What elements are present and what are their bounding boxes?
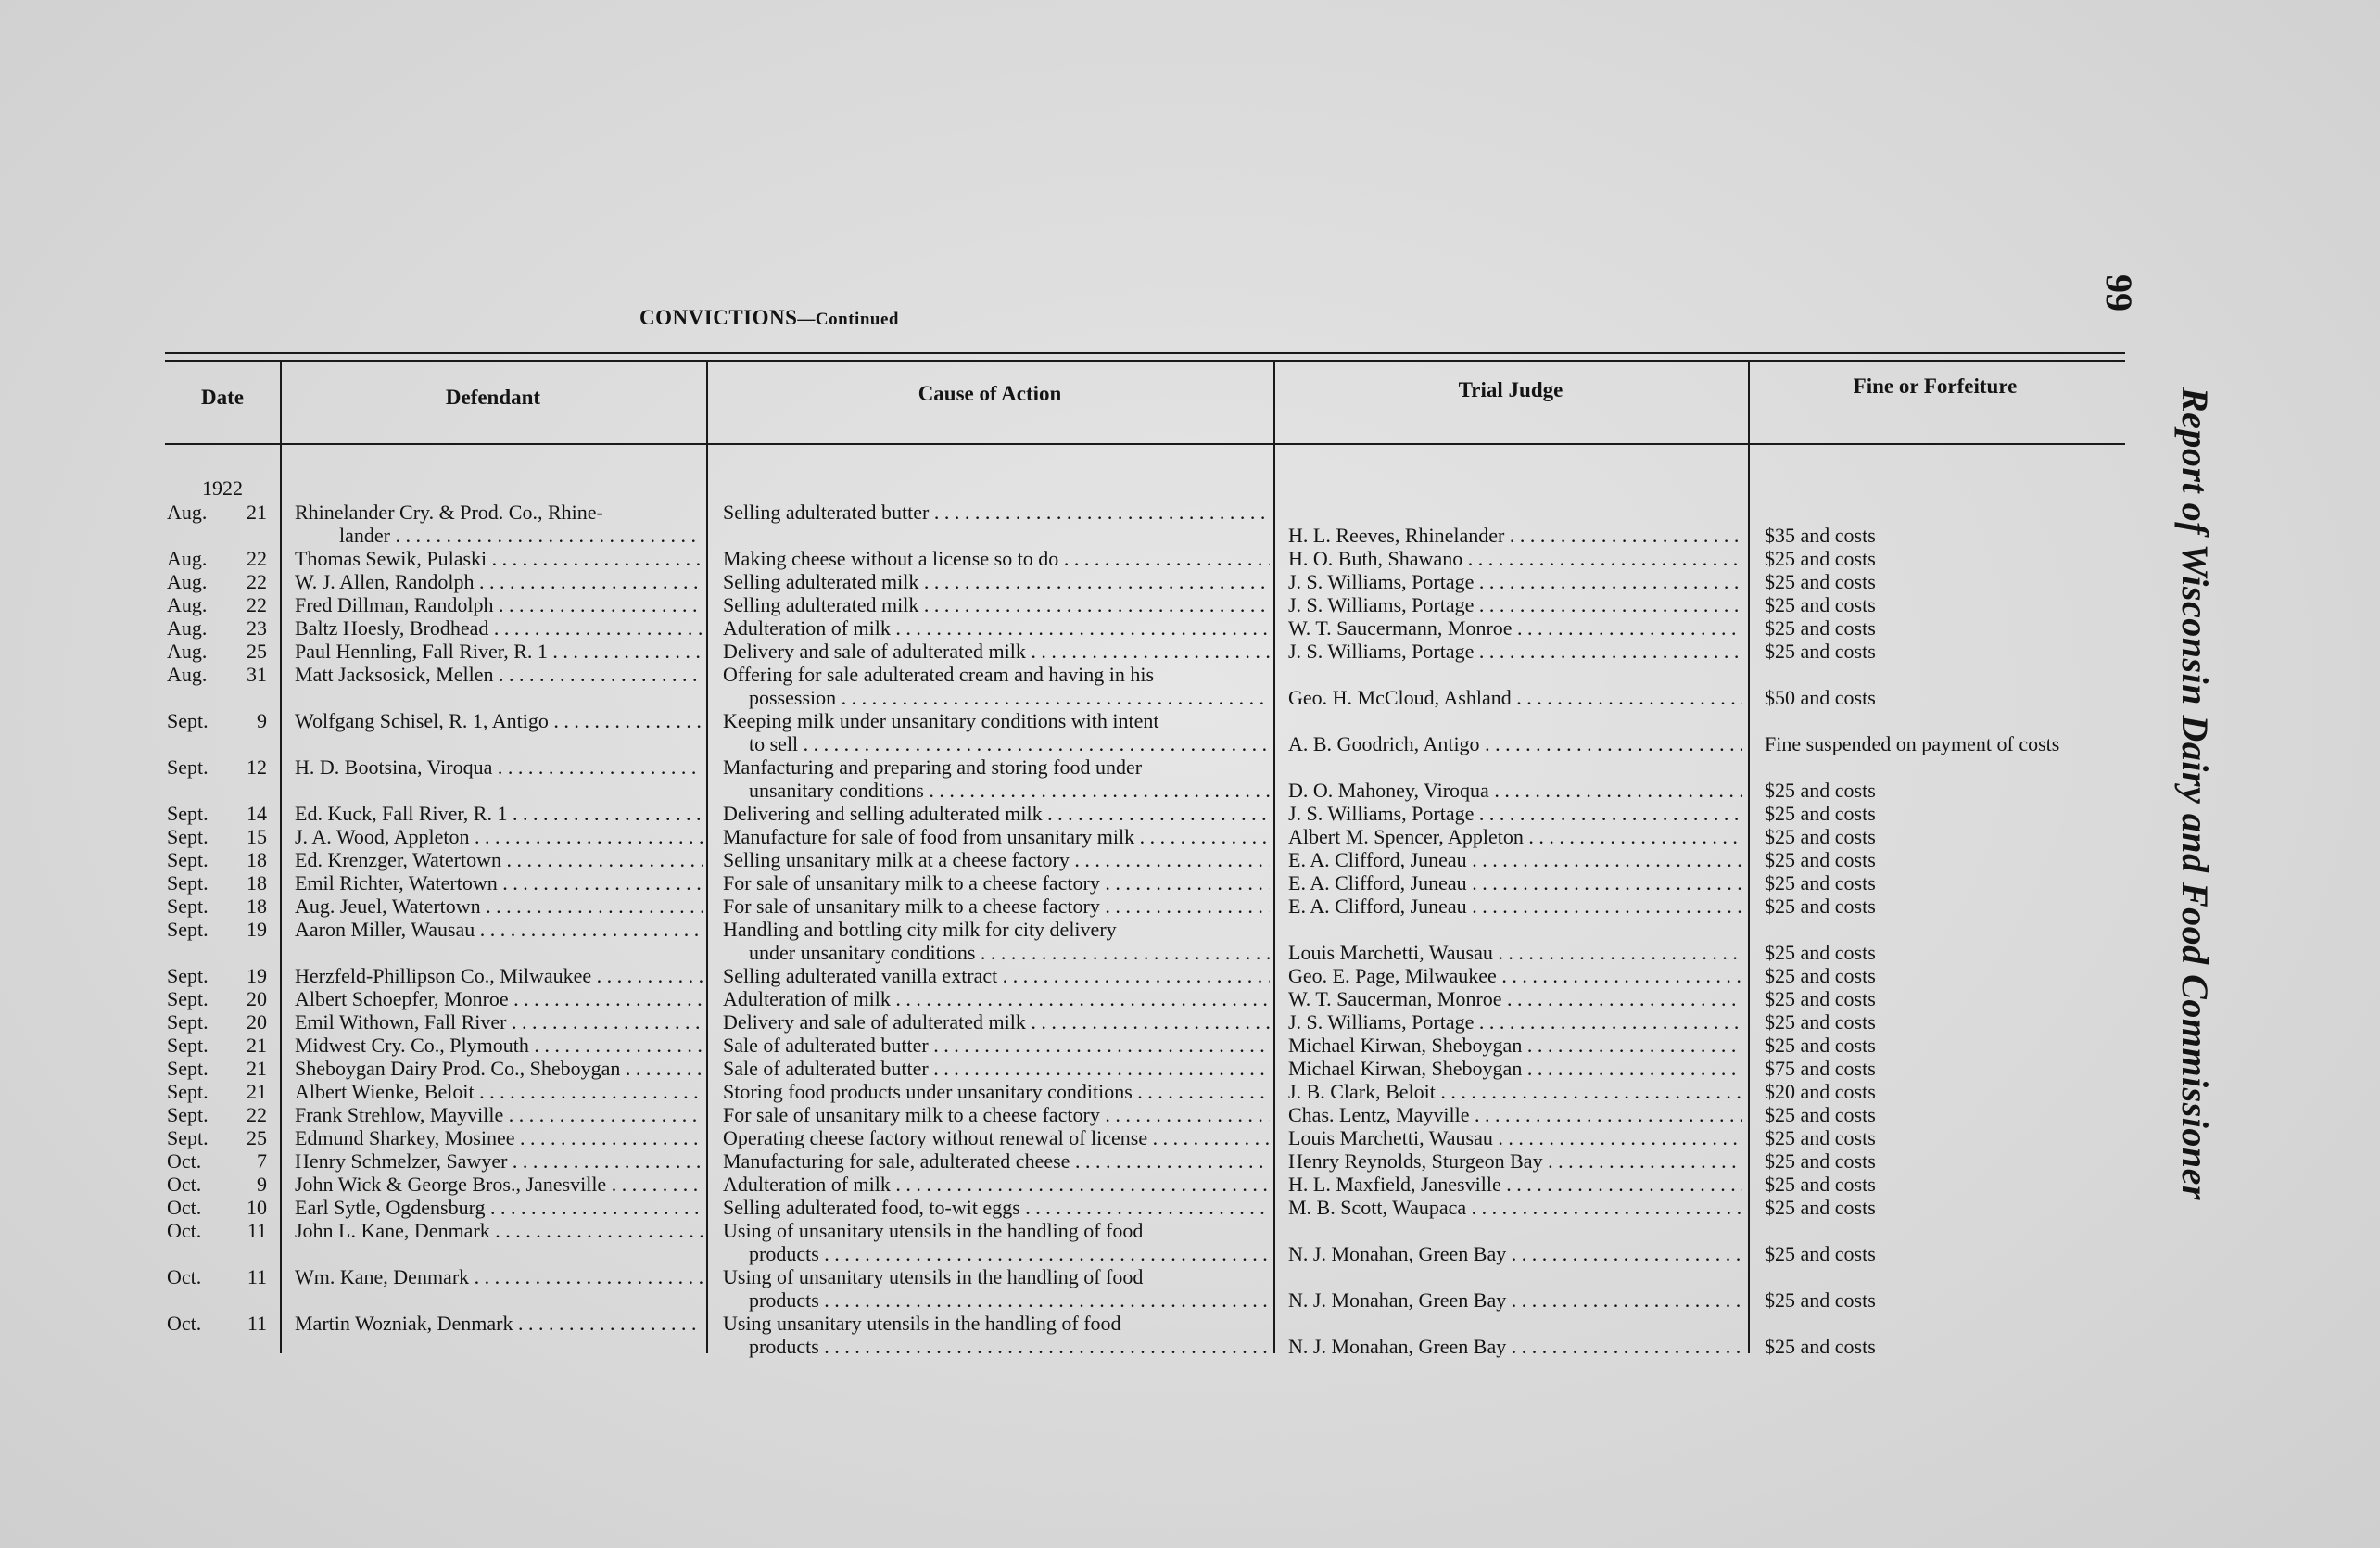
fine-amount: $25 and costs (1765, 1010, 1876, 1034)
cause-text: Using of unsanitary utensils in the handling of food (723, 1219, 1144, 1242)
defendant-text: H. D. Bootsina, Viroqua . . . (295, 755, 703, 779)
fine-amount: $20 and costs (1765, 1080, 1876, 1103)
cause-text: Manfacturing and preparing and storing food under (723, 755, 1143, 779)
column-divider-2 (706, 360, 708, 1353)
trial-judge: Henry Reynolds, Sturgeon Bay . . . (1288, 1149, 1742, 1173)
defendant-text: Edmund Sharkey, Mosinee . . . (295, 1126, 703, 1149)
fine-amount: Fine suspended on payment of costs (1765, 732, 2060, 755)
column-divider-4 (1748, 360, 1750, 1353)
fine-amount: $35 and costs (1765, 524, 1876, 547)
cause-text: Operating cheese factory without renewal of license . . . (723, 1126, 1270, 1149)
row-day: 22 (247, 570, 267, 593)
defendant-text: Wolfgang Schisel, R. 1, Antigo . . . (295, 709, 703, 732)
cause-text: Selling unsanitary milk at a cheese factory . . . (723, 848, 1270, 871)
trial-judge: Geo. H. McCloud, Ashland . . . (1288, 686, 1742, 709)
trial-judge: J. B. Clark, Beloit . . . (1288, 1080, 1742, 1103)
defendant-text: Ed. Kuck, Fall River, R. 1 . . . (295, 802, 703, 825)
fine-amount: $25 and costs (1765, 593, 1876, 616)
defendant-text: Emil Withown, Fall River . . . (295, 1010, 703, 1034)
row-day: 19 (247, 918, 267, 941)
row-day: 7 (257, 1149, 267, 1173)
cause-text: Handling and bottling city milk for city delivery (723, 918, 1117, 941)
row-day: 25 (247, 1126, 267, 1149)
header-rule (165, 443, 2125, 445)
year-label: 1922 (202, 476, 243, 500)
fine-amount: $25 and costs (1765, 1242, 1876, 1265)
cause-text: For sale of unsanitary milk to a cheese factory . . . (723, 1103, 1270, 1126)
fine-amount: $25 and costs (1765, 1335, 1876, 1358)
trial-judge: E. A. Clifford, Juneau . . . (1288, 895, 1742, 918)
row-day: 11 (247, 1219, 267, 1242)
row-day: 31 (247, 663, 267, 686)
row-month: Oct. (167, 1173, 202, 1196)
cause-text: Manufacture for sale of food from unsanitary milk . . . (723, 825, 1270, 848)
row-month: Oct. (167, 1196, 202, 1219)
fine-amount: $75 and costs (1765, 1057, 1876, 1080)
defendant-text: Thomas Sewik, Pulaski . . . (295, 547, 703, 570)
defendant-text: Frank Strehlow, Mayville . . . (295, 1103, 703, 1126)
row-month: Sept. (167, 709, 209, 732)
cause-text: Selling adulterated vanilla extract . . . (723, 964, 1270, 987)
row-day: 22 (247, 1103, 267, 1126)
cause-text: Offering for sale adulterated cream and having in his (723, 663, 1155, 686)
page-title (0, 306, 1538, 330)
cause-text: Adulteration of milk . . . (723, 616, 1270, 640)
row-day: 21 (247, 1057, 267, 1080)
cause-text: Delivery and sale of adulterated milk . . . (723, 640, 1270, 663)
fine-amount: $25 and costs (1765, 1196, 1876, 1219)
trial-judge: J. S. Williams, Portage . . . (1288, 593, 1742, 616)
top-rule-1 (165, 352, 2125, 354)
trial-judge: Louis Marchetti, Wausau . . . (1288, 1126, 1742, 1149)
column-divider-3 (1273, 360, 1275, 1353)
trial-judge: W. T. Saucerman, Monroe . . . (1288, 987, 1742, 1010)
cause-text: possession . . . (749, 686, 1270, 709)
defendant-text: John Wick & George Bros., Janesville . . . (295, 1173, 703, 1196)
trial-judge: Albert M. Spencer, Appleton . . . (1288, 825, 1742, 848)
trial-judge: E. A. Clifford, Juneau . . . (1288, 871, 1742, 895)
row-month: Sept. (167, 895, 209, 918)
row-month: Aug. (167, 570, 208, 593)
fine-amount: $25 and costs (1765, 825, 1876, 848)
cause-text: Manufacturing for sale, adulterated cheese . . . (723, 1149, 1270, 1173)
defendant-text: J. A. Wood, Appleton . . . (295, 825, 703, 848)
row-month: Oct. (167, 1149, 202, 1173)
fine-amount: $25 and costs (1765, 1149, 1876, 1173)
cause-text: Using unsanitary utensils in the handling of food (723, 1312, 1121, 1335)
row-day: 19 (247, 964, 267, 987)
row-day: 18 (247, 895, 267, 918)
row-day: 15 (247, 825, 267, 848)
title-suffix: —Continued (797, 310, 899, 329)
row-month: Sept. (167, 987, 209, 1010)
defendant-text: Martin Wozniak, Denmark . . . (295, 1312, 703, 1335)
fine-amount: $25 and costs (1765, 964, 1876, 987)
row-month: Sept. (167, 871, 209, 895)
fine-amount: $25 and costs (1765, 779, 1876, 802)
cause-text: Delivery and sale of adulterated milk . . . (723, 1010, 1270, 1034)
trial-judge: H. L. Reeves, Rhinelander . . . (1288, 524, 1742, 547)
trial-judge: H. L. Maxfield, Janesville . . . (1288, 1173, 1742, 1196)
trial-judge: M. B. Scott, Waupaca . . . (1288, 1196, 1742, 1219)
cause-text: Selling adulterated milk . . . (723, 570, 1270, 593)
defendant-text: Sheboygan Dairy Prod. Co., Sheboygan . . . (295, 1057, 703, 1080)
trial-judge: N. J. Monahan, Green Bay . . . (1288, 1288, 1742, 1312)
defendant-text: lander . . . (339, 524, 703, 547)
fine-amount: $50 and costs (1765, 686, 1876, 709)
trial-judge: Louis Marchetti, Wausau . . . (1288, 941, 1742, 964)
row-month: Aug. (167, 593, 208, 616)
row-month: Sept. (167, 802, 209, 825)
trial-judge: Geo. E. Page, Milwaukee . . . (1288, 964, 1742, 987)
cause-text: Selling adulterated butter . . . (723, 501, 1270, 524)
cause-text: Using of unsanitary utensils in the handling of food (723, 1265, 1144, 1288)
header-date: Date (201, 386, 244, 409)
row-month: Aug. (167, 501, 208, 524)
defendant-text: W. J. Allen, Randolph . . . (295, 570, 703, 593)
row-day: 22 (247, 547, 267, 570)
row-day: 11 (247, 1312, 267, 1335)
trial-judge: J. S. Williams, Portage . . . (1288, 802, 1742, 825)
row-month: Sept. (167, 1034, 209, 1057)
cause-text: Selling adulterated milk . . . (723, 593, 1270, 616)
row-month: Aug. (167, 547, 208, 570)
row-month: Aug. (167, 616, 208, 640)
defendant-text: Albert Wienke, Beloit . . . (295, 1080, 703, 1103)
row-day: 21 (247, 501, 267, 524)
row-month: Oct. (167, 1219, 202, 1242)
row-day: 22 (247, 593, 267, 616)
trial-judge: H. O. Buth, Shawano . . . (1288, 547, 1742, 570)
defendant-text: Ed. Krenzger, Watertown . . . (295, 848, 703, 871)
row-day: 14 (247, 802, 267, 825)
cause-text: Keeping milk under unsanitary conditions with intent (723, 709, 1159, 732)
defendant-text: Wm. Kane, Denmark . . . (295, 1265, 703, 1288)
trial-judge: W. T. Saucermann, Monroe . . . (1288, 616, 1742, 640)
fine-amount: $25 and costs (1765, 895, 1876, 918)
row-month: Sept. (167, 1010, 209, 1034)
cause-text: to sell . . . (749, 732, 1270, 755)
fine-amount: $25 and costs (1765, 640, 1876, 663)
defendant-text: Fred Dillman, Randolph . . . (295, 593, 703, 616)
defendant-text: Baltz Hoesly, Brodhead . . . (295, 616, 703, 640)
row-month: Sept. (167, 825, 209, 848)
header-judge: Trial Judge (1458, 378, 1563, 401)
row-day: 21 (247, 1080, 267, 1103)
cause-text: Sale of adulterated butter . . . (723, 1057, 1270, 1080)
trial-judge: E. A. Clifford, Juneau . . . (1288, 848, 1742, 871)
trial-judge: Chas. Lentz, Mayville . . . (1288, 1103, 1742, 1126)
row-day: 23 (247, 616, 267, 640)
row-day: 20 (247, 1010, 267, 1034)
top-rule-2 (165, 360, 2125, 362)
row-day: 25 (247, 640, 267, 663)
defendant-text: Emil Richter, Watertown . . . (295, 871, 703, 895)
header-defendant: Defendant (445, 386, 541, 409)
page-number: 99 (2098, 274, 2140, 311)
row-month: Aug. (167, 640, 208, 663)
cause-text: For sale of unsanitary milk to a cheese factory . . . (723, 871, 1270, 895)
fine-amount: $25 and costs (1765, 1288, 1876, 1312)
trial-judge: J. S. Williams, Portage . . . (1288, 1010, 1742, 1034)
cause-text: products . . . (749, 1242, 1270, 1265)
header-cause: Cause of Action (918, 382, 1062, 405)
row-day: 9 (257, 709, 267, 732)
row-day: 9 (257, 1173, 267, 1196)
row-day: 12 (247, 755, 267, 779)
cause-text: Adulteration of milk . . . (723, 1173, 1270, 1196)
defendant-text: Matt Jacksosick, Mellen . . . (295, 663, 703, 686)
trial-judge: D. O. Mahoney, Viroqua . . . (1288, 779, 1742, 802)
cause-text: products . . . (749, 1288, 1270, 1312)
defendant-text: Aaron Miller, Wausau . . . (295, 918, 703, 941)
fine-amount: $25 and costs (1765, 1126, 1876, 1149)
cause-text: products . . . (749, 1335, 1270, 1358)
fine-amount: $25 and costs (1765, 616, 1876, 640)
cause-text: unsanitary conditions . . . (749, 779, 1270, 802)
fine-amount: $25 and costs (1765, 570, 1876, 593)
row-month: Sept. (167, 1080, 209, 1103)
cause-text: Sale of adulterated butter . . . (723, 1034, 1270, 1057)
cause-text: Storing food products under unsanitary conditions . . . (723, 1080, 1270, 1103)
row-day: 10 (247, 1196, 267, 1219)
row-month: Sept. (167, 1103, 209, 1126)
cause-text: under unsanitary conditions . . . (749, 941, 1270, 964)
defendant-text: Henry Schmelzer, Sawyer . . . (295, 1149, 703, 1173)
row-day: 11 (247, 1265, 267, 1288)
cause-text: Making cheese without a license so to do . . . (723, 547, 1270, 570)
trial-judge: N. J. Monahan, Green Bay . . . (1288, 1242, 1742, 1265)
fine-amount: $25 and costs (1765, 1034, 1876, 1057)
row-month: Sept. (167, 755, 209, 779)
fine-amount: $25 and costs (1765, 871, 1876, 895)
fine-amount: $25 and costs (1765, 802, 1876, 825)
trial-judge: A. B. Goodrich, Antigo . . . (1288, 732, 1742, 755)
row-month: Sept. (167, 964, 209, 987)
column-divider-1 (280, 360, 282, 1353)
cause-text: For sale of unsanitary milk to a cheese factory . . . (723, 895, 1270, 918)
defendant-text: Herzfeld-Phillipson Co., Milwaukee . . . (295, 964, 703, 987)
row-day: 18 (247, 871, 267, 895)
fine-amount: $25 and costs (1765, 941, 1876, 964)
running-title: Report of Wisconsin Dairy and Food Commissioner (2174, 387, 2216, 1200)
fine-amount: $25 and costs (1765, 1103, 1876, 1126)
defendant-text: Midwest Cry. Co., Plymouth . . . (295, 1034, 703, 1057)
defendant-text: Aug. Jeuel, Watertown . . . (295, 895, 703, 918)
row-month: Sept. (167, 918, 209, 941)
header-fine: Fine or Forfeiture (1853, 374, 2018, 398)
row-month: Sept. (167, 1057, 209, 1080)
title-main: CONVICTIONS (639, 306, 798, 329)
trial-judge: J. S. Williams, Portage . . . (1288, 570, 1742, 593)
row-month: Sept. (167, 1126, 209, 1149)
fine-amount: $25 and costs (1765, 848, 1876, 871)
row-month: Aug. (167, 663, 208, 686)
row-month: Oct. (167, 1312, 202, 1335)
defendant-text: Paul Hennling, Fall River, R. 1 . . . (295, 640, 703, 663)
trial-judge: Michael Kirwan, Sheboygan . . . (1288, 1034, 1742, 1057)
trial-judge: N. J. Monahan, Green Bay . . . (1288, 1335, 1742, 1358)
row-day: 21 (247, 1034, 267, 1057)
fine-amount: $25 and costs (1765, 547, 1876, 570)
cause-text: Selling adulterated food, to-wit eggs . . . (723, 1196, 1270, 1219)
row-month: Oct. (167, 1265, 202, 1288)
defendant-text: Albert Schoepfer, Monroe . . . (295, 987, 703, 1010)
cause-text: Delivering and selling adulterated milk . . . (723, 802, 1270, 825)
trial-judge: J. S. Williams, Portage . . . (1288, 640, 1742, 663)
defendant-text: Earl Sytle, Ogdensburg . . . (295, 1196, 703, 1219)
cause-text: Adulteration of milk . . . (723, 987, 1270, 1010)
fine-amount: $25 and costs (1765, 987, 1876, 1010)
defendant-text: Rhinelander Cry. & Prod. Co., Rhine- (295, 501, 603, 524)
row-day: 20 (247, 987, 267, 1010)
row-day: 18 (247, 848, 267, 871)
trial-judge: Michael Kirwan, Sheboygan . . . (1288, 1057, 1742, 1080)
fine-amount: $25 and costs (1765, 1173, 1876, 1196)
row-month: Sept. (167, 848, 209, 871)
defendant-text: John L. Kane, Denmark . . . (295, 1219, 703, 1242)
